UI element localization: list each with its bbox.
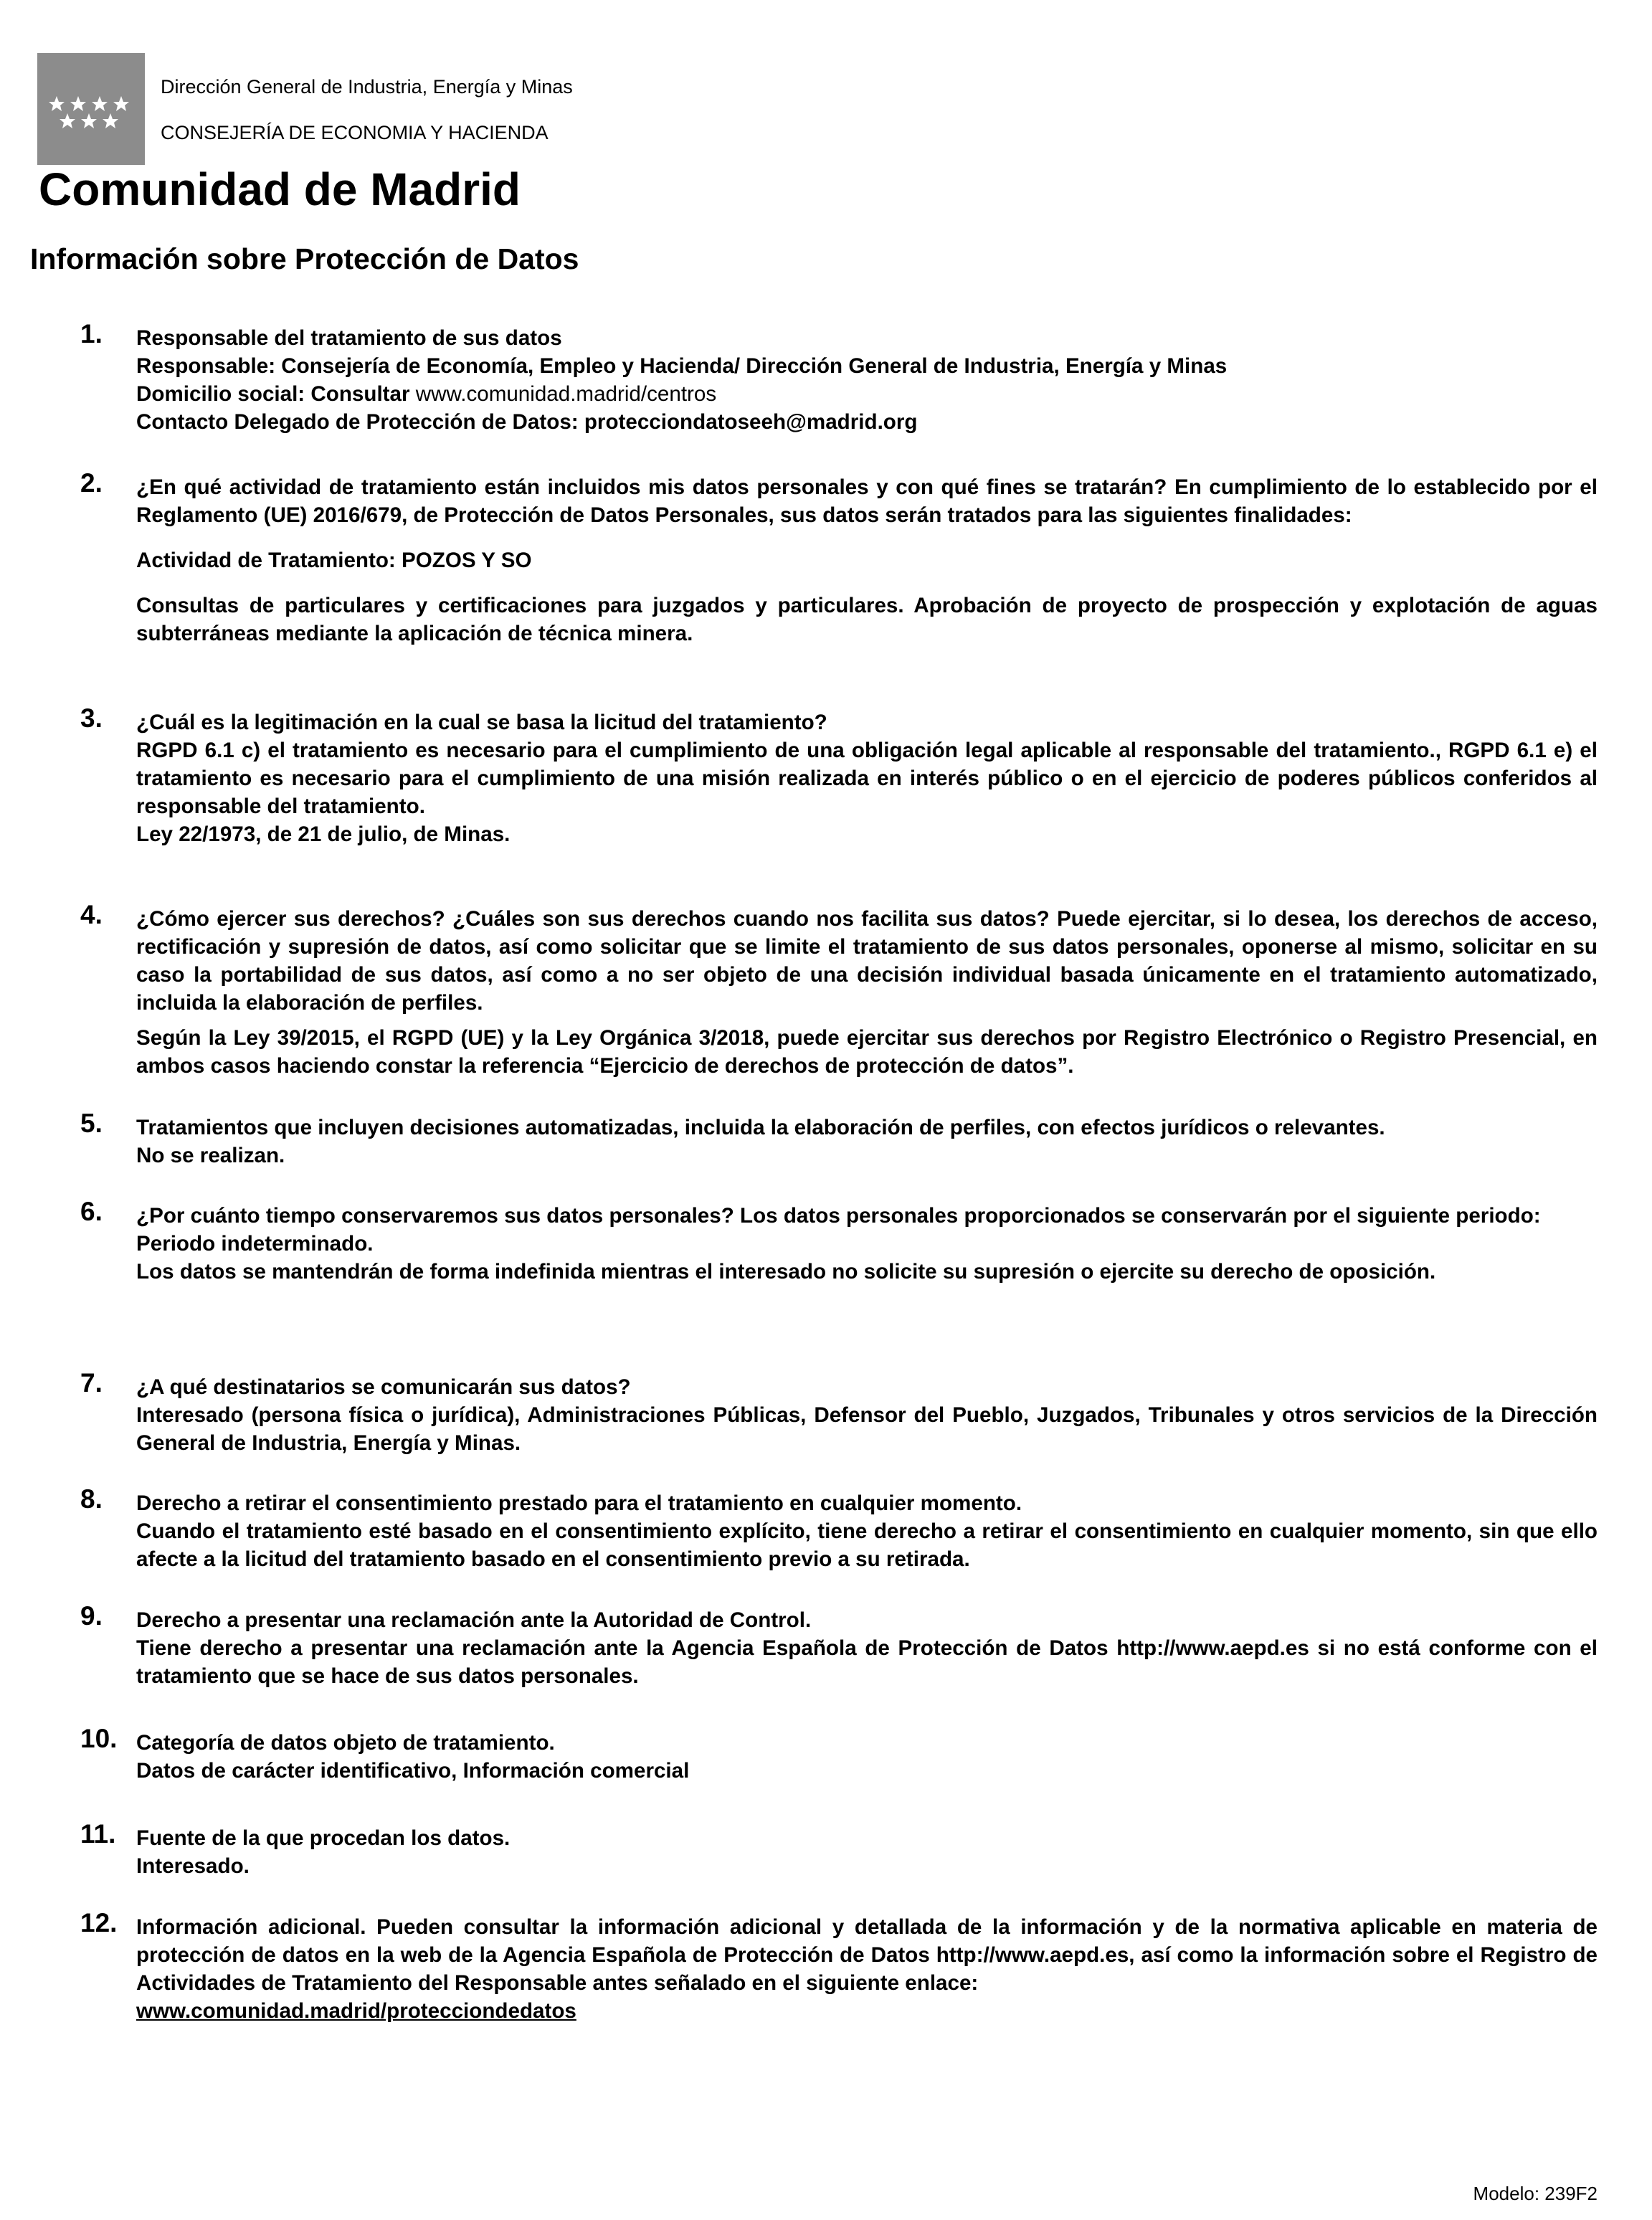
activity-line: Actividad de Tratamiento: POZOS Y SO [136,549,532,572]
section-body [136,1824,1598,1880]
model-code: Modelo: 239F2 [1473,2183,1598,2204]
data-category: Datos de carácter identificativo, Información comercial [136,1759,690,1783]
section-body [136,1489,1598,1573]
section-number: 4. [80,900,103,929]
section-title: Tratamientos que incluyen decisiones automatizadas, incluida la elaboración de perfiles, con efectos jurídicos o relevantes. [136,1116,1385,1139]
section-title: Derecho a presentar una reclamación ante la Autoridad de Control. [136,1608,812,1632]
recipients-text: Interesado (persona física o jurídica), Administraciones Públicas, Defensor del Pueblo, Juzgados, Tribunales y otros servicios de la Dirección General de Industria, Energía y Minas. [136,1403,1598,1455]
section-number: 7. [80,1368,103,1398]
section-number: 1. [80,319,103,348]
section-number: 6. [80,1197,103,1226]
section-number: 10. [80,1724,118,1753]
data-protection-link[interactable]: www.comunidad.madrid/protecciondedatos [136,1999,576,2023]
retention-period: Periodo indeterminado. [136,1232,374,1256]
brand-name: Comunidad de Madrid [39,163,521,215]
section-number: 3. [80,703,103,733]
page-title: Información sobre Protección de Datos [30,242,579,275]
section-body [136,708,1598,848]
section-body [136,1913,1598,2025]
complaint-text: Tiene derecho a presentar una reclamación ante la Agencia Española de Protección de Datos http://www.aepd.es si no está conforme con el tratamiento que se hace de sus datos personales. [136,1636,1598,1688]
rights-paragraph: ¿Cómo ejercer sus derechos? ¿Cuáles son sus derechos cuando nos facilita sus datos? Puede ejercitar, si lo desea, los derechos de acceso, rectificación y supresión de datos, así como solicitar que se limite el tratamiento de sus datos personales, oponerse al mismo, solicitar en su caso la portabilidad de sus datos, así como a no ser objeto de una decisión individual basada únicamente en el tratamiento automatizado, incluida la elaboración de perfiles. [136,907,1598,1015]
rights-procedure: Según la Ley 39/2015, el RGPD (UE) y la Ley Orgánica 3/2018, puede ejercitar sus derechos por Registro Electrónico o Registro Presencial, en ambos casos haciendo constar la referencia “Ejercicio de derechos de protección de datos”. [136,1026,1598,1078]
centros-link[interactable]: www.comunidad.madrid/centros [415,382,717,406]
section-body [136,324,1598,436]
section-title: ¿A qué destinatarios se comunicarán sus datos? [136,1375,631,1399]
org-directorate: Dirección General de Industria, Energía y Minas [161,76,573,98]
section-number: 11. [80,1819,116,1849]
section-title: Categoría de datos objeto de tratamiento. [136,1731,555,1755]
legitimation-text: RGPD 6.1 c) el tratamiento es necesario para el cumplimiento de una obligación legal aplicable al responsable del tratamiento., RGPD 6.1 e) el tratamiento es necesario para el cumplimiento de una misión realizada en interés público o en el ejercicio de poderes públicos conferidos al responsable del tratamiento. [136,739,1598,818]
section-body [136,1373,1598,1457]
section-question: ¿Por cuánto tiempo conservaremos sus datos personales? Los datos personales proporcionados se conservarán por el siguiente periodo: [136,1204,1541,1228]
section-answer: No se realizan. [136,1144,285,1167]
consent-text: Cuando el tratamiento esté basado en el consentimiento explícito, tiene derecho a retirar el consentimiento en cualquier momento, sin que ello afecte a la licitud del tratamiento basado en el consentimiento previo a su retirada. [136,1519,1598,1571]
section-title: Responsable del tratamiento de sus datos [136,326,562,350]
section-number: 8. [80,1484,103,1514]
section-body [136,905,1598,1080]
section-body [136,473,1598,648]
section-title: Fuente de la que procedan los datos. [136,1826,511,1850]
section-number: 9. [80,1601,103,1631]
section-number: 5. [80,1109,103,1138]
responsable-line: Responsable: Consejería de Economía, Empleo y Hacienda/ Dirección General de Industria, Energía y Minas [136,354,1228,378]
activity-description: Consultas de particulares y certificaciones para juzgados y particulares. Aprobación de proyecto de prospección y explotación de aguas subterráneas mediante la aplicación de técnica minera. [136,594,1598,645]
section-title: Derecho a retirar el consentimiento prestado para el tratamiento en cualquier momento. [136,1491,1022,1515]
section-body [136,1114,1598,1170]
data-source: Interesado. [136,1854,250,1878]
section-question: ¿En qué actividad de tratamiento están incluidos mis datos personales y con qué fines se tratarán? En cumplimiento de lo establecido por el Reglamento (UE) 2016/679, de Protección de Datos Personales, sus datos serán tratados para las siguientes finalidades: [136,475,1598,527]
section-body [136,1729,1598,1785]
law-reference: Ley 22/1973, de 21 de julio, de Minas. [136,822,511,846]
org-ministry: CONSEJERÍA DE ECONOMIA Y HACIENDA [161,122,549,143]
additional-info: Información adicional. Pueden consultar la información adicional y detallada de la información y de la normativa aplicable en materia de protección de datos en la web de la Agencia Española de Protección de Datos http://www.aepd.es, así como la información sobre el Registro de Actividades de Tratamiento del Responsable antes señalado en el siguiente enlace: [136,1915,1598,1995]
retention-detail: Los datos se mantendrán de forma indefinida mientras el interesado no solicite su supresión o ejercite su derecho de oposición. [136,1260,1436,1284]
domicilio-label: Domicilio social: Consultar [136,382,410,406]
section-body [136,1202,1598,1286]
section-title: ¿Cuál es la legitimación en la cual se basa la licitud del tratamiento? [136,711,827,734]
section-body [136,1606,1598,1690]
contacto-line: Contacto Delegado de Protección de Datos: protecciondatoseeh@madrid.org [136,410,918,434]
section-number: 12. [80,1908,118,1937]
section-number: 2. [80,468,103,498]
domicilio-line [136,380,1598,408]
